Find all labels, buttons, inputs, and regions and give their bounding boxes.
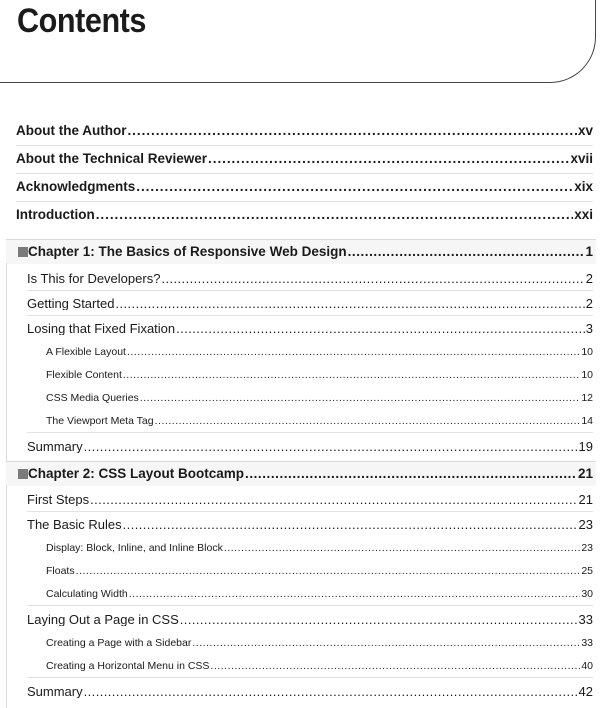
toc-label: Floats	[46, 566, 75, 577]
leader-dots	[224, 543, 580, 554]
toc-page-number: 23	[581, 543, 593, 554]
divider	[27, 315, 593, 316]
toc-entry[interactable]	[27, 613, 593, 626]
toc-subentry[interactable]	[46, 566, 593, 577]
toc-subentry[interactable]	[46, 416, 593, 427]
divider	[16, 201, 593, 202]
leader-dots	[180, 613, 578, 626]
leader-dots	[161, 272, 584, 285]
toc-subentry[interactable]	[46, 638, 593, 649]
chapter-marker-icon	[18, 247, 28, 257]
toc-label: Losing that Fixed Fixation	[27, 322, 176, 335]
toc-label: The Basic Rules	[27, 518, 122, 531]
divider	[27, 677, 593, 678]
toc-label: Calculating Width	[46, 589, 128, 600]
leader-dots	[84, 440, 578, 453]
leader-dots	[123, 518, 578, 531]
leader-dots	[176, 322, 585, 335]
toc-page-number: 2	[585, 297, 593, 310]
toc-entry-introduction[interactable]	[16, 208, 593, 222]
divider	[16, 173, 593, 174]
toc-page-number: xvii	[570, 152, 593, 166]
leader-dots	[136, 180, 573, 194]
toc-label: Creating a Page with a Sidebar	[46, 638, 192, 649]
toc-label: CSS Media Queries	[46, 393, 139, 404]
leader-dots	[129, 589, 581, 600]
toc-label: Creating a Horizontal Menu in CSS	[46, 661, 210, 672]
leader-dots	[96, 208, 573, 222]
chapter-rule	[6, 263, 7, 465]
divider	[27, 290, 593, 291]
toc-chapter-1[interactable]	[28, 245, 593, 259]
toc-page-number: 33	[581, 638, 593, 649]
toc-label: Chapter 2: CSS Layout Bootcamp	[28, 467, 245, 481]
toc-page-number: xix	[574, 180, 593, 194]
toc-page-number: 40	[581, 661, 593, 672]
toc-entry[interactable]	[27, 493, 593, 506]
toc-page-number: 25	[581, 566, 593, 577]
toc-label: Laying Out a Page in CSS	[27, 613, 179, 626]
toc-page-number: 10	[581, 347, 593, 358]
toc-chapter-2[interactable]	[28, 467, 593, 481]
toc-subentry[interactable]	[46, 589, 593, 600]
toc-entry[interactable]	[27, 518, 593, 531]
toc-page-number: 14	[581, 416, 593, 427]
leader-dots	[123, 370, 580, 381]
leader-dots	[90, 493, 577, 506]
leader-dots	[127, 347, 580, 358]
toc-subentry[interactable]	[46, 393, 593, 404]
divider	[16, 145, 593, 146]
toc-entry[interactable]	[27, 440, 593, 453]
toc-label: Flexible Content	[46, 370, 122, 381]
toc-page-number: 30	[581, 589, 593, 600]
leader-dots	[348, 245, 585, 259]
toc-label: Summary	[27, 440, 83, 453]
toc-page-number: 21	[577, 467, 593, 481]
toc-entry-acknowledgments[interactable]	[16, 180, 593, 194]
divider	[27, 605, 593, 606]
toc-page-number: xxi	[574, 208, 593, 222]
toc-label: Is This for Developers?	[27, 272, 161, 285]
chapter-rule	[6, 485, 7, 708]
chapter-marker-icon	[18, 469, 28, 479]
leader-dots	[76, 566, 581, 577]
toc-subentry[interactable]	[46, 370, 593, 381]
leader-dots	[127, 124, 576, 138]
toc-page-number: 12	[581, 393, 593, 404]
toc-label: Summary	[27, 685, 83, 698]
toc-page-number: 2	[585, 272, 593, 285]
toc-label: Chapter 1: The Basics of Responsive Web Design	[28, 245, 347, 259]
toc-entry[interactable]	[27, 685, 593, 698]
toc-page-number: 33	[578, 613, 593, 626]
toc-entry[interactable]	[27, 272, 593, 285]
toc-page-number: xv	[577, 124, 593, 138]
page-title: Contents	[17, 2, 146, 40]
toc-label: Acknowledgments	[16, 180, 136, 194]
toc-label: Introduction	[16, 208, 95, 222]
leader-dots	[155, 416, 581, 427]
toc-page-number: 23	[578, 518, 593, 531]
toc-subentry[interactable]	[46, 661, 593, 672]
divider	[27, 511, 593, 512]
toc-entry[interactable]	[27, 322, 593, 335]
leader-dots	[210, 661, 580, 672]
toc-label: A Flexible Layout	[46, 347, 126, 358]
leader-dots	[115, 297, 584, 310]
leader-dots	[84, 685, 578, 698]
toc-page-number: 19	[578, 440, 593, 453]
toc-label: About the Technical Reviewer	[16, 152, 208, 166]
toc-subentry[interactable]	[46, 543, 593, 554]
toc-label: The Viewport Meta Tag	[46, 416, 154, 427]
toc-label: About the Author	[16, 124, 127, 138]
toc-page-number: 10	[581, 370, 593, 381]
toc-page-number: 3	[585, 322, 593, 335]
leader-dots	[208, 152, 569, 166]
toc-page-number: 42	[578, 685, 593, 698]
toc-subentry[interactable]	[46, 347, 593, 358]
divider	[27, 432, 593, 433]
toc-entry[interactable]	[27, 297, 593, 310]
leader-dots	[245, 467, 577, 481]
toc-label: First Steps	[27, 493, 90, 506]
toc-entry-technical-reviewer[interactable]	[16, 152, 593, 166]
toc-entry-about-author[interactable]	[16, 124, 593, 138]
toc-label: Display: Block, Inline, and Inline Block	[46, 543, 223, 554]
toc-page-number: 21	[578, 493, 593, 506]
toc-page-number: 1	[585, 245, 593, 259]
toc-label: Getting Started	[27, 297, 115, 310]
leader-dots	[192, 638, 580, 649]
leader-dots	[140, 393, 581, 404]
